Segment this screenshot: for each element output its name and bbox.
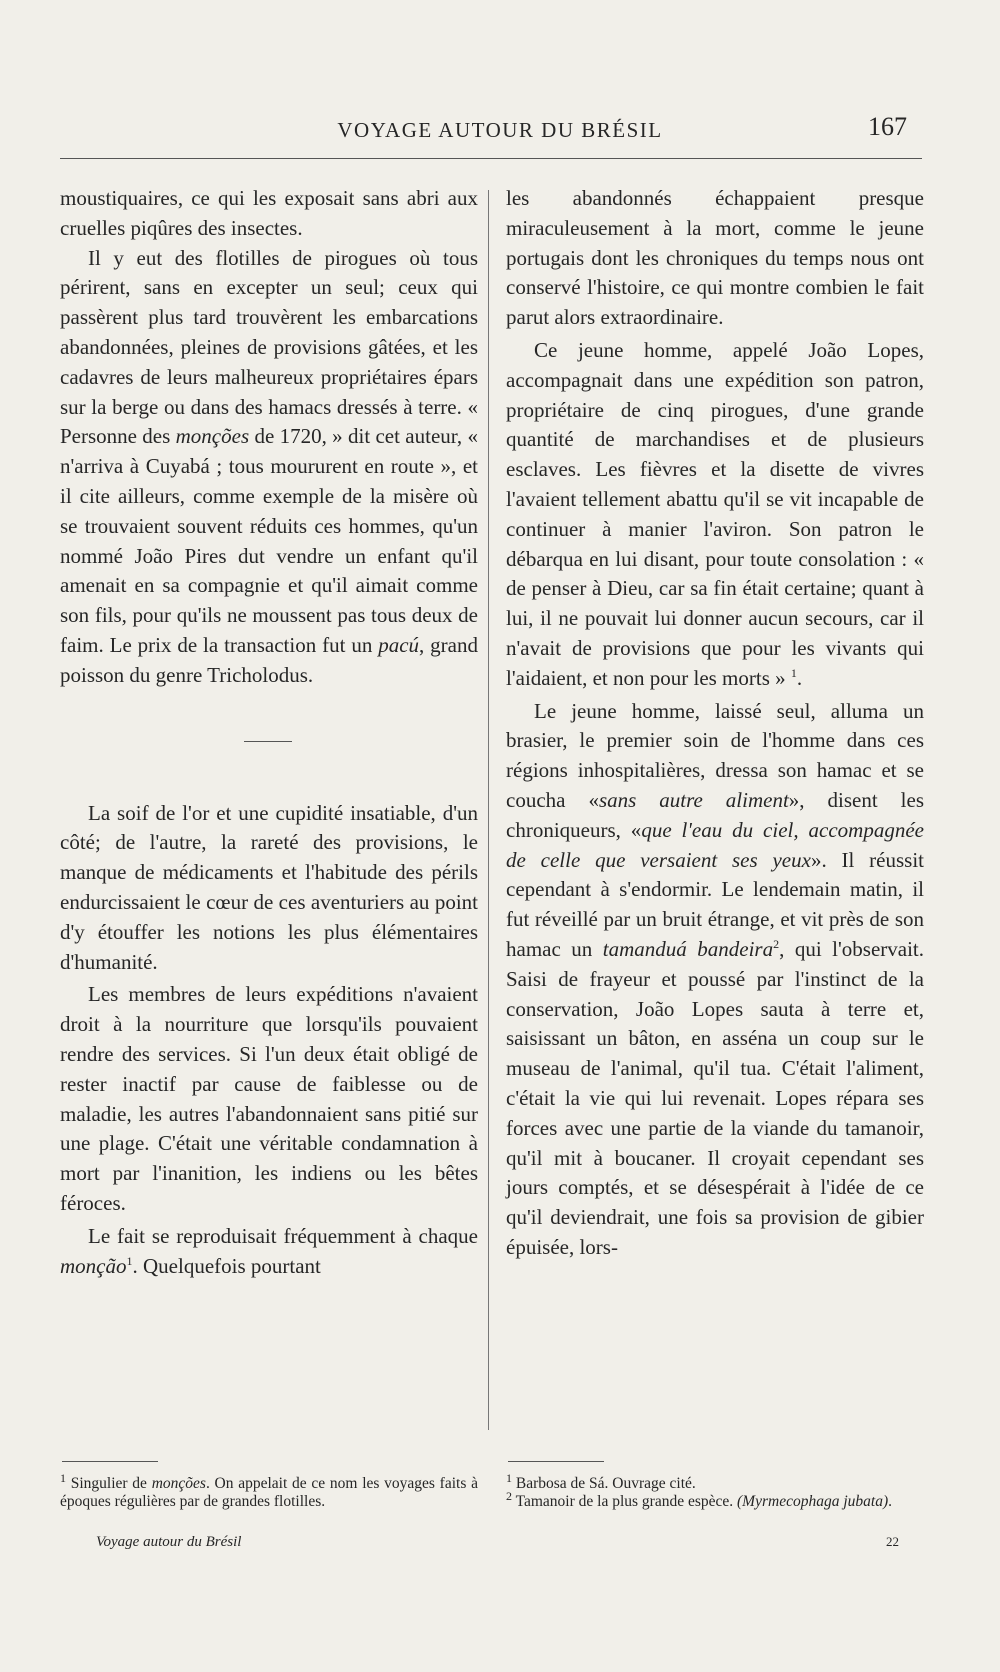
footnotes-left — [60, 1470, 478, 1511]
page-number: 167 — [868, 112, 907, 141]
footnote-rule-left — [62, 1461, 158, 1462]
column-divider — [488, 190, 489, 1430]
left-column — [60, 184, 478, 1281]
footnote-ref: 2 — [773, 936, 780, 951]
footnote-ref: 1 — [126, 1253, 133, 1268]
left-paragraph-5: Le fait se reproduisait fréquemment à chaque monção$^1$. Quelquefois pourtant — [60, 1223, 478, 1278]
left-paragraph-2: Il y eut des flotilles de pirogues où tous périrent, sans en excepter un seul; ceux qui passèrent plus tard trouvèrent les embarcations abandonnées, pleines de provisions gâtées, et les cadavres de leurs malheureux propriétaires épars sur la berge ou dans des hamacs dressés à terre. « Personne des monções de 1720, » dit cet auteur, « n'arriva à Cuyabá ; tous moururent en route », et il cite ailleurs, comme exemple de la misère où se trouvaient souvent réduits ces hommes, qu'un nommé João Pires dut vendre un enfant qu'il amenait en sa compagnie et qu'il aimait comme son fils, pour qu'ils ne moussent pas tous deux de faim. Le prix de la transaction fut un pacú, grand poisson du genre Tricholodus. — [60, 245, 478, 687]
right-paragraph-2: Ce jeune homme, appelé João Lopes, accompagnait dans une expédition son patron, propriétaire de cinq pirogues, d'une grande quantité de marchandises et de plusieurs esclaves. Les fièvres et la disette de vivres l'avaient tellement abattu qu'il se vit incapable de continuer à manier l'aviron. Son patron le débarqua en lui disant, pour toute consolation : « de penser à Dieu, car sa fin était certaine; quant à lui, il ne pouvait lui donner aucun secours, car il n'avait de provisions que pour les vivants qui l'aidaient, et non pour les morts » $^1$. — [506, 337, 924, 690]
footnote-rule-right — [508, 1461, 604, 1462]
right-paragraph-3: Le jeune homme, laissé seul, alluma un brasier, le premier soin de l'homme dans ces régions inhospitalières, dressa son hamac et se coucha «sans autre aliment», disent les chroniqueurs, «que l'eau du ciel, accompagnée de celle que versaient ses yeux». Il réussit cependant à s'endormir. Le lendemain matin, il fut réveillé par un bruit étrange, et vit près de son hamac un tamanduá bandeira$^2$, qui l'observait. Saisi de frayeur et poussé par l'instinct de la conservation, João Lopes sauta à terre et, saisissant un bâton, en asséna un coup sur le museau de l'animal, qu'il tua. C'était l'aliment, c'était la vie qui lui revenait. Lopes répara ses forces avec une partie de la viande du tamanoir, qu'il mit à boucaner. Il croyait cependant ses jours comptés, et se désespérait à l'idée de ce qu'il deviendrait, une fois sa provision de gibier épuisée, lors- — [506, 698, 925, 1259]
left-paragraph-1: moustiquaires, ce qui les exposait sans abri aux cruelles piqûres des insectes. — [60, 186, 478, 240]
footnote-right-1: $^1$ Barbosa de Sá. Ouvrage cité. — [506, 1470, 696, 1492]
running-header-title: VOYAGE AUTOUR DU BRÉSIL — [337, 118, 663, 142]
footnotes-right — [506, 1470, 924, 1511]
signature-mark: Voyage autour du Brésil — [96, 1534, 242, 1550]
footnote-left-1: $^1$ Singulier de monções. On appelait de ce nom les voyages faits à époques régulières par de grandes flotilles. — [60, 1470, 478, 1510]
section-separator-rule — [244, 741, 292, 742]
footnote-right-2: $^2$ Tamanoir de la plus grande espèce. (Myrmecophaga jubata). — [506, 1488, 892, 1510]
footnote-ref: 1 — [790, 665, 797, 680]
right-column — [506, 184, 924, 1263]
signature-number: 22 — [886, 1534, 899, 1549]
right-paragraph-1: les abandonnés échappaient presque miraculeusement à la mort, comme le jeune portugais dont les chroniques du temps nous ont conservé l'histoire, ce qui montre combien le fait parut alors extraordinaire. — [506, 186, 924, 330]
left-paragraph-3: La soif de l'or et une cupidité insatiable, d'un côté; de l'autre, la rareté des provisions, le manque de médicaments et l'habitude des périls endurcissaient le cœur de ces aventuriers au point d'y étouffer les notions les plus élémentaires d'humanité. — [60, 800, 478, 974]
header-rule — [60, 158, 922, 159]
left-paragraph-4: Les membres de leurs expéditions n'avaient droit à la nourriture que lorsqu'ils pouvaient rendre des services. Si l'un deux était obligé de rester inactif par cause de faiblesse ou de maladie, les autres l'abandonnaient sans pitié sur une plage. C'était une véritable condamnation à mort par l'inanition, les indiens ou les bêtes féroces. — [60, 982, 478, 1215]
